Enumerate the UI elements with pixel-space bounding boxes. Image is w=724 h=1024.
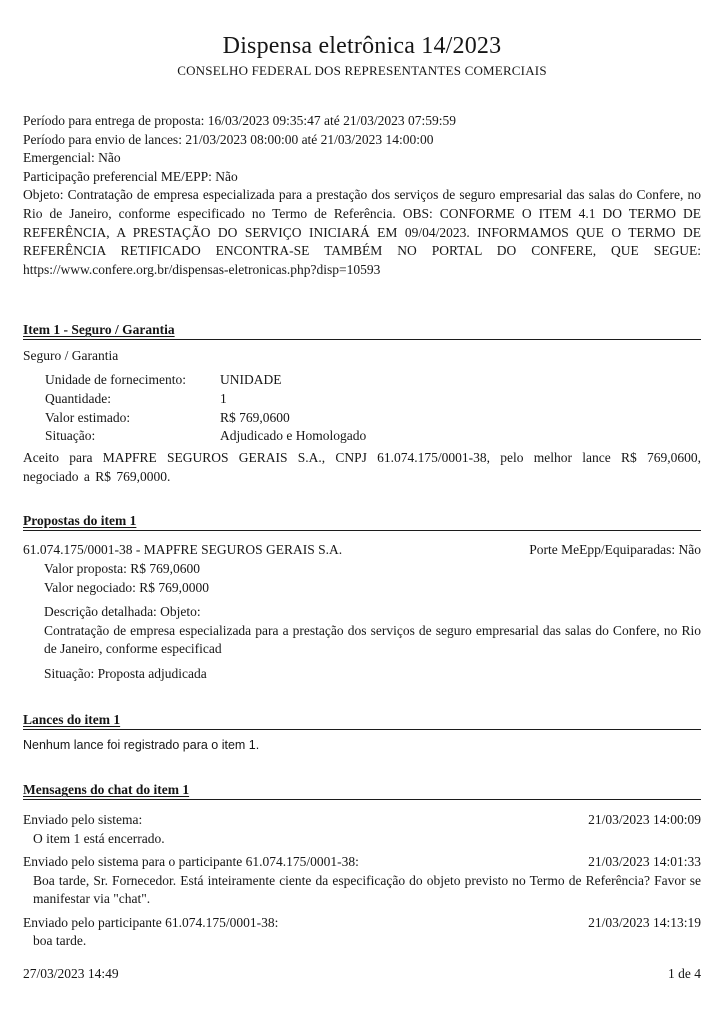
descricao-block [44, 603, 701, 659]
chat-message-header [23, 853, 701, 871]
proposta-situacao: Situação: Proposta adjudicada [44, 665, 207, 681]
field-value: Adjudicado e Homologado [220, 428, 367, 444]
chat-section [23, 782, 701, 950]
lances-empty-message: Nenhum lance foi registrado para o item 1. [23, 738, 260, 753]
chat-message-body: O item 1 está encerrado. [33, 830, 165, 846]
field-value: 1 [220, 390, 227, 406]
item1-heading-rule [23, 322, 701, 340]
page-subtitle: CONSELHO FEDERAL DOS REPRESENTANTES COMERCIAIS [177, 63, 547, 78]
propostas-heading: Propostas do item 1 [23, 513, 137, 529]
chat-message-timestamp: 21/03/2023 14:00:09 [588, 812, 701, 828]
info-periodo-lances: Período para envio de lances: 21/03/2023 08:00:00 até 21/03/2023 14:00:00 [23, 131, 434, 147]
propostas-heading-rule [23, 513, 701, 531]
field-row-valor-estimado [45, 409, 701, 428]
participant-id-name: 61.074.175/0001-38 - MAPFRE SEGUROS GERAIS S.A. [23, 542, 343, 558]
chat-message [23, 853, 701, 908]
chat-message-timestamp: 21/03/2023 14:13:19 [588, 914, 701, 930]
participant-row [23, 541, 701, 560]
info-objeto-paragraph: Objeto: Contratação de empresa especializada para a prestação dos serviços de seguro empresarial das salas do Confere, no Rio de Janeiro, conforme especificado no Termo de Referência. OBS: CONFORME O ITEM 4.1 DO TERMO DE REFERÊNCIA, A PRESTAÇÃO DO SERVIÇO INICIARÁ EM 09/04/2023. INFORMAMOS QUE O TERMO DE REFERÊNCIA RETIFICADO ENCONTRA-SE TAMBÉM NO PORTAL DO CONFERE, QUE SEGUE: https://www.confere.org.br/dispensas-eletronicas.php?disp=10593 [23, 187, 701, 277]
chat-heading-rule [23, 782, 701, 800]
chat-message [23, 811, 701, 848]
item1-name: Seguro / Garantia [23, 348, 119, 364]
valor-proposta: Valor proposta: R$ 769,0600 [44, 560, 200, 576]
info-emergencial: Emergencial: Não [23, 150, 121, 166]
page-footer [23, 966, 701, 982]
info-participacao-preferencial: Participação preferencial ME/EPP: Não [23, 168, 238, 184]
field-label: Unidade de fornecimento: [45, 371, 186, 387]
lances-heading: Lances do item 1 [23, 712, 121, 728]
page-title: Dispensa eletrônica 14/2023 [222, 33, 502, 59]
chat-message-header [23, 811, 701, 829]
footer-page-number: 1 de 4 [668, 966, 701, 981]
field-value: UNIDADE [220, 371, 282, 387]
valor-negociado: Valor negociado: R$ 769,0000 [44, 579, 209, 595]
chat-message-sender: Enviado pelo participante 61.074.175/0001-38: [23, 914, 279, 930]
document-header [23, 0, 701, 79]
participant-porte: Porte MeEpp/Equiparadas: Não [529, 542, 701, 558]
chat-message-body: boa tarde. [33, 932, 87, 948]
info-periodo-proposta: Período para entrega de proposta: 16/03/2023 09:35:47 até 21/03/2023 07:59:59 [23, 113, 457, 128]
chat-message-timestamp: 21/03/2023 14:01:33 [588, 854, 701, 870]
chat-message [23, 914, 701, 951]
chat-message-header [23, 914, 701, 932]
item1-aceito-paragraph: Aceito para MAPFRE SEGUROS GERAIS S.A., CNPJ 61.074.175/0001-38, pelo melhor lance R$ 769,0600, negociado a R$ 769,0000. [23, 450, 701, 484]
chat-message-sender: Enviado pelo sistema para o participante 61.074.175/0001-38: [23, 854, 359, 870]
chat-message-body: Boa tarde, Sr. Fornecedor. Está inteiramente ciente da especificação do objeto previsto no Termo de Referência? Favor se manifestar via "chat". [33, 872, 701, 907]
footer-datetime: 27/03/2023 14:49 [23, 966, 119, 981]
general-info-section [23, 112, 701, 279]
propostas-section [23, 513, 701, 683]
lances-heading-rule [23, 712, 701, 730]
field-value: R$ 769,0600 [220, 409, 290, 425]
field-label: Valor estimado: [45, 409, 131, 425]
item1-heading: Item 1 - Seguro / Garantia [23, 322, 175, 338]
item1-section [23, 322, 701, 486]
lances-section [23, 712, 701, 754]
chat-message-sender: Enviado pelo sistema: [23, 812, 143, 828]
field-row-unidade [45, 371, 701, 390]
field-label: Quantidade: [45, 390, 111, 406]
field-row-quantidade [45, 390, 701, 409]
field-row-situacao [45, 427, 701, 446]
descricao-label: Descrição detalhada: Objeto: [44, 604, 201, 620]
descricao-text: Contratação de empresa especializada para a prestação dos serviços de seguro empresarial das salas do Confere, no Rio de Janeiro, conforme especificad [44, 622, 701, 657]
chat-heading: Mensagens do chat do item 1 [23, 782, 190, 798]
item1-fields [23, 371, 701, 446]
field-label: Situação: [45, 428, 96, 444]
